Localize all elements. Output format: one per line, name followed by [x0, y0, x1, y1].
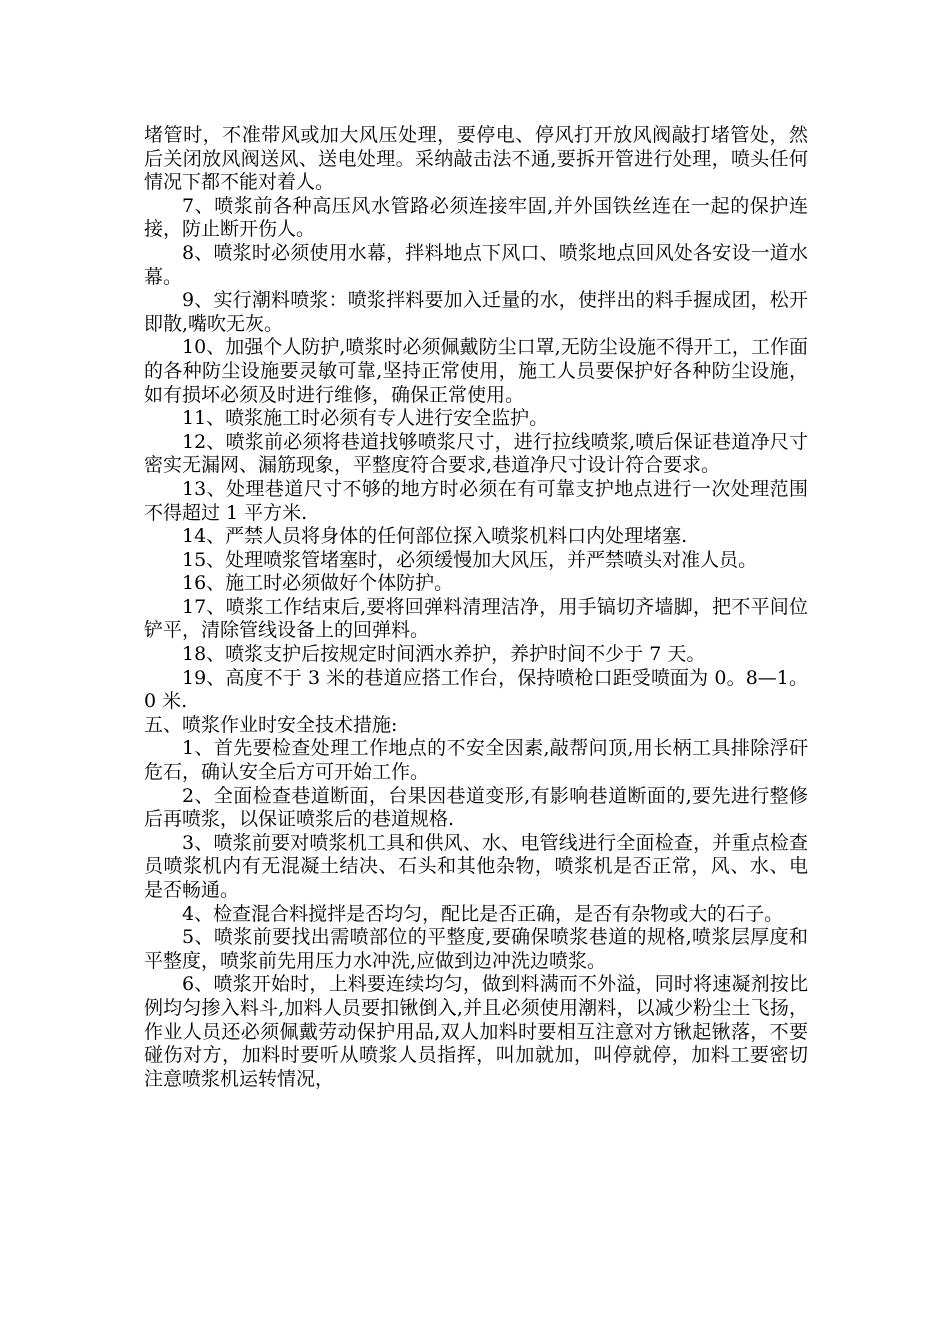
paragraph-4: 10、加强个人防护,喷浆时必须佩戴防尘口罩,无防尘设施不得开工，工作面的各种防尘设施要灵敏可靠,坚持正常使用，施工人员要保护好各种防尘设施，如有损坏必须及时进行维修，确保正常使用。 — [144, 336, 808, 406]
paragraph-9: 15、处理喷浆管堵塞时，必须缓慢加大风压，并严禁喷头对准人员。 — [182, 548, 758, 571]
paragraph-5: 11、喷浆施工时必须有专人进行安全监护。 — [182, 407, 549, 430]
paragraph-20: 6、喷浆开始时，上料要连续均匀，做到料满而不外溢，同时将速凝剂按比例均匀掺入料斗,加料人员要扣锹倒入,并且必须使用潮料，以减少粉尘土飞扬，作业人员还必须佩戴劳动保护用品,双人加料时要相互注意对方锹起锹落，不要碰伤对方，加料时要听从喷浆人员指挥，叫加就加，叫停就停，加料工要密切注意喷浆机运转情况， — [144, 973, 808, 1090]
paragraph-19: 5、喷浆前要找出需喷部位的平整度,要确保喷浆巷道的规格,喷浆层厚度和平整度，喷浆前先用压力水冲洗,应做到边冲洗边喷浆。 — [144, 926, 808, 972]
paragraph-6: 12、喷浆前必须将巷道找够喷浆尺寸，进行拉线喷浆,喷后保证巷道净尺寸密实无漏网、漏筋现象，平整度符合要求,巷道净尺寸设计符合要求。 — [144, 430, 808, 477]
paragraph-13: 19、高度不于 3 米的巷道应搭工作台，保持喷枪口距受喷面为 0。8—1。0 米. — [144, 666, 808, 713]
paragraph-10: 16、施工时必须做好个体防护。 — [182, 572, 454, 595]
document-body — [144, 124, 808, 1091]
paragraph-2: 8、喷浆时必须使用水幕，拌料地点下风口、喷浆地点回风处各安设一道水幕。 — [144, 241, 808, 288]
paragraph-7: 13、处理巷道尺寸不够的地方时必须在有可靠支护地点进行一次处理范围不得超过 1 平方米. — [144, 477, 808, 524]
paragraph-15: 1、首先要检查处理工作地点的不安全因素,敲帮问顶,用长柄工具排除浮矸危石，确认安全后方可开始工作。 — [144, 737, 808, 784]
paragraph-12: 18、喷浆支护后按规定时间洒水养护，养护时间不少于 7 天。 — [182, 643, 706, 666]
paragraph-11: 17、喷浆工作结束后,要将回弹料清理洁净，用手镐切齐墙脚，把不平间位铲平，清除管线设备上的回弹料。 — [144, 595, 808, 642]
paragraph-17: 3、喷浆前要对喷浆机工具和供风、水、电管线进行全面检查，并重点检查员喷浆机内有无混凝土结决、石头和其他杂物，喷浆机是否正常，风、水、电是否畅通。 — [144, 831, 808, 901]
paragraph-16: 2、全面检查巷道断面，台果因巷道变形,有影响巷道断面的,要先进行整修后再喷浆，以保证喷浆后的巷道规格. — [144, 784, 808, 831]
paragraph-3: 9、实行潮料喷浆：喷浆拌料要加入迁量的水，使拌出的料手握成团，松开即散,嘴吹无灰。 — [144, 289, 808, 335]
section-heading: 五、喷浆作业时安全技术措施: — [144, 713, 398, 736]
paragraph-1: 7、喷浆前各种高压风水管路必须连接牢固,并外国铁丝连在一起的保护连接，防止断开伤人。 — [144, 194, 808, 241]
paragraph-18: 4、检查混合料搅拌是否均匀，配比是否正确，是否有杂物或大的石子。 — [182, 902, 784, 925]
paragraph-8: 14、严禁人员将身体的任何部位探入喷浆机料口内处理堵塞. — [182, 525, 688, 548]
paragraph-0: 堵管时，不准带风或加大风压处理，要停电、停风打开放风阀敲打堵管处，然后关闭放风阀送风、送电处理。采纳敲击法不通,要拆开管进行处理，喷头任何情况下都不能对着人。 — [144, 124, 808, 194]
